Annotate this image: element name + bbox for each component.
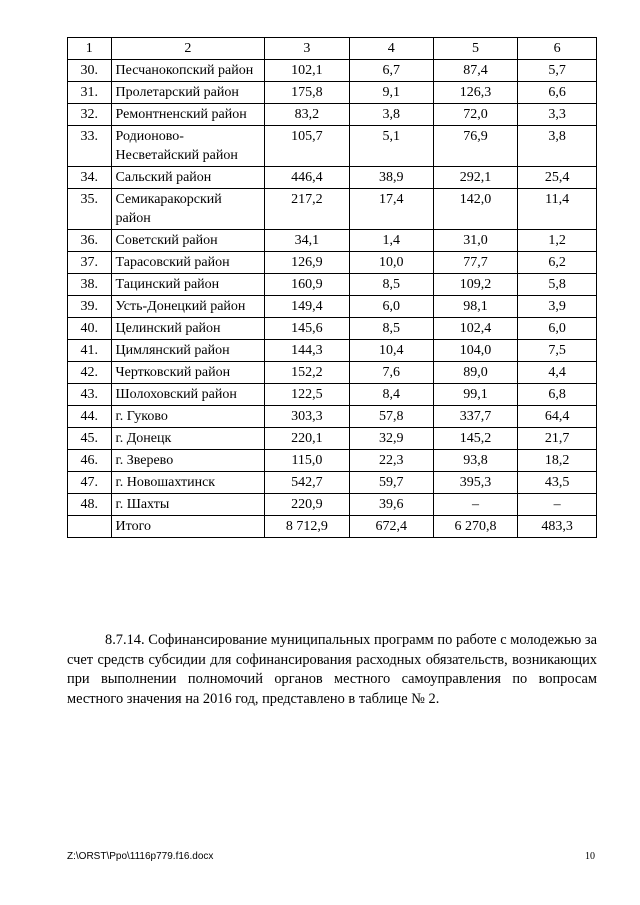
header-cell: 2 bbox=[111, 38, 265, 60]
value-cell: 102,1 bbox=[265, 60, 349, 82]
row-number-cell: 43. bbox=[68, 384, 112, 406]
district-name-cell: Тарасовский район bbox=[111, 252, 265, 274]
row-number-cell: 41. bbox=[68, 340, 112, 362]
value-cell: 7,5 bbox=[518, 340, 597, 362]
value-cell: 1,4 bbox=[349, 230, 433, 252]
value-cell: – bbox=[518, 494, 597, 516]
row-number-cell: 46. bbox=[68, 450, 112, 472]
value-cell: 483,3 bbox=[518, 516, 597, 538]
value-cell: 59,7 bbox=[349, 472, 433, 494]
value-cell: 22,3 bbox=[349, 450, 433, 472]
table-row bbox=[68, 296, 597, 318]
table-row bbox=[68, 450, 597, 472]
value-cell: 102,4 bbox=[433, 318, 517, 340]
value-cell: 1,2 bbox=[518, 230, 597, 252]
table-row bbox=[68, 318, 597, 340]
value-cell: 122,5 bbox=[265, 384, 349, 406]
value-cell: 395,3 bbox=[433, 472, 517, 494]
row-number-cell: 33. bbox=[68, 126, 112, 167]
page-footer bbox=[0, 851, 640, 867]
header-cell: 3 bbox=[265, 38, 349, 60]
district-name-cell: Усть-Донецкий район bbox=[111, 296, 265, 318]
value-cell: 72,0 bbox=[433, 104, 517, 126]
district-name-cell: Шолоховский район bbox=[111, 384, 265, 406]
value-cell: 8 712,9 bbox=[265, 516, 349, 538]
row-number-cell: 40. bbox=[68, 318, 112, 340]
value-cell: 89,0 bbox=[433, 362, 517, 384]
value-cell: 57,8 bbox=[349, 406, 433, 428]
paragraph-text: 8.7.14. Софинансирование муниципальных программ по работе с молодежью за счет средств субсидии для софинансирования расходных обязательств, возникающих при выполнении полномочий органов местного самоуправления по вопросам местного значения на 2016 год, представлено в таблице № 2. bbox=[67, 632, 597, 707]
value-cell: 8,5 bbox=[349, 318, 433, 340]
header-cell: 6 bbox=[518, 38, 597, 60]
district-name-cell: Тацинский район bbox=[111, 274, 265, 296]
table-header-row bbox=[68, 38, 597, 60]
table-row bbox=[68, 104, 597, 126]
value-cell: 6,7 bbox=[349, 60, 433, 82]
table-row bbox=[68, 189, 597, 230]
district-name-cell: г. Гуково bbox=[111, 406, 265, 428]
value-cell: 672,4 bbox=[349, 516, 433, 538]
row-number-cell: 44. bbox=[68, 406, 112, 428]
value-cell: 303,3 bbox=[265, 406, 349, 428]
district-name-cell: г. Шахты bbox=[111, 494, 265, 516]
district-name-cell: Цимлянский район bbox=[111, 340, 265, 362]
table-row bbox=[68, 362, 597, 384]
value-cell: 8,4 bbox=[349, 384, 433, 406]
value-cell: 9,1 bbox=[349, 82, 433, 104]
header-cell: 5 bbox=[433, 38, 517, 60]
value-cell: 11,4 bbox=[518, 189, 597, 230]
value-cell: 542,7 bbox=[265, 472, 349, 494]
value-cell: 220,1 bbox=[265, 428, 349, 450]
district-name-cell: Чертковский район bbox=[111, 362, 265, 384]
value-cell: 83,2 bbox=[265, 104, 349, 126]
row-number-cell: 31. bbox=[68, 82, 112, 104]
value-cell: 99,1 bbox=[433, 384, 517, 406]
value-cell: 31,0 bbox=[433, 230, 517, 252]
value-cell: 446,4 bbox=[265, 167, 349, 189]
district-name-cell: Родионово-Несветайский район bbox=[111, 126, 265, 167]
value-cell: 3,8 bbox=[518, 126, 597, 167]
value-cell: 21,7 bbox=[518, 428, 597, 450]
value-cell: 109,2 bbox=[433, 274, 517, 296]
value-cell: 7,6 bbox=[349, 362, 433, 384]
value-cell: 17,4 bbox=[349, 189, 433, 230]
district-name-cell: Итого bbox=[111, 516, 265, 538]
value-cell: 39,6 bbox=[349, 494, 433, 516]
value-cell: 337,7 bbox=[433, 406, 517, 428]
value-cell: 18,2 bbox=[518, 450, 597, 472]
row-number-cell bbox=[68, 516, 112, 538]
value-cell: 142,0 bbox=[433, 189, 517, 230]
value-cell: 43,5 bbox=[518, 472, 597, 494]
table-row bbox=[68, 82, 597, 104]
table-row bbox=[68, 340, 597, 362]
district-name-cell: Песчанокопский район bbox=[111, 60, 265, 82]
row-number-cell: 38. bbox=[68, 274, 112, 296]
value-cell: 98,1 bbox=[433, 296, 517, 318]
value-cell: 126,3 bbox=[433, 82, 517, 104]
district-name-cell: Советский район bbox=[111, 230, 265, 252]
value-cell: 6,0 bbox=[518, 318, 597, 340]
table-row bbox=[68, 472, 597, 494]
value-cell: 217,2 bbox=[265, 189, 349, 230]
value-cell: 6,0 bbox=[349, 296, 433, 318]
table-row bbox=[68, 384, 597, 406]
value-cell: 149,4 bbox=[265, 296, 349, 318]
value-cell: 87,4 bbox=[433, 60, 517, 82]
row-number-cell: 45. bbox=[68, 428, 112, 450]
row-number-cell: 32. bbox=[68, 104, 112, 126]
header-cell: 1 bbox=[68, 38, 112, 60]
district-name-cell: Пролетарский район bbox=[111, 82, 265, 104]
value-cell: 10,0 bbox=[349, 252, 433, 274]
value-cell: 152,2 bbox=[265, 362, 349, 384]
value-cell: – bbox=[433, 494, 517, 516]
value-cell: 104,0 bbox=[433, 340, 517, 362]
district-name-cell: г. Донецк bbox=[111, 428, 265, 450]
value-cell: 126,9 bbox=[265, 252, 349, 274]
value-cell: 6,8 bbox=[518, 384, 597, 406]
value-cell: 6 270,8 bbox=[433, 516, 517, 538]
section-paragraph bbox=[67, 631, 597, 709]
table-row bbox=[68, 406, 597, 428]
row-number-cell: 48. bbox=[68, 494, 112, 516]
file-path: Z:\ORST\Ppo\1116p779.f16.docx bbox=[67, 851, 214, 862]
table-row bbox=[68, 516, 597, 538]
value-cell: 6,2 bbox=[518, 252, 597, 274]
district-name-cell: г. Зверево bbox=[111, 450, 265, 472]
row-number-cell: 30. bbox=[68, 60, 112, 82]
table-row bbox=[68, 428, 597, 450]
row-number-cell: 36. bbox=[68, 230, 112, 252]
value-cell: 5,8 bbox=[518, 274, 597, 296]
value-cell: 93,8 bbox=[433, 450, 517, 472]
row-number-cell: 47. bbox=[68, 472, 112, 494]
value-cell: 145,6 bbox=[265, 318, 349, 340]
table-row bbox=[68, 60, 597, 82]
table-row bbox=[68, 252, 597, 274]
table-row bbox=[68, 167, 597, 189]
district-name-cell: Ремонтненский район bbox=[111, 104, 265, 126]
district-name-cell: г. Новошахтинск bbox=[111, 472, 265, 494]
budget-table bbox=[67, 37, 597, 538]
value-cell: 34,1 bbox=[265, 230, 349, 252]
value-cell: 3,9 bbox=[518, 296, 597, 318]
value-cell: 292,1 bbox=[433, 167, 517, 189]
value-cell: 5,7 bbox=[518, 60, 597, 82]
value-cell: 25,4 bbox=[518, 167, 597, 189]
table-row bbox=[68, 274, 597, 296]
value-cell: 5,1 bbox=[349, 126, 433, 167]
value-cell: 3,3 bbox=[518, 104, 597, 126]
table-row bbox=[68, 494, 597, 516]
value-cell: 115,0 bbox=[265, 450, 349, 472]
table-row bbox=[68, 230, 597, 252]
district-name-cell: Целинский район bbox=[111, 318, 265, 340]
value-cell: 38,9 bbox=[349, 167, 433, 189]
district-name-cell: Сальский район bbox=[111, 167, 265, 189]
value-cell: 32,9 bbox=[349, 428, 433, 450]
value-cell: 105,7 bbox=[265, 126, 349, 167]
value-cell: 220,9 bbox=[265, 494, 349, 516]
table-row bbox=[68, 126, 597, 167]
header-cell: 4 bbox=[349, 38, 433, 60]
page-number: 10 bbox=[585, 851, 595, 862]
value-cell: 77,7 bbox=[433, 252, 517, 274]
row-number-cell: 35. bbox=[68, 189, 112, 230]
row-number-cell: 42. bbox=[68, 362, 112, 384]
row-number-cell: 37. bbox=[68, 252, 112, 274]
value-cell: 76,9 bbox=[433, 126, 517, 167]
district-name-cell: Семикаракорский район bbox=[111, 189, 265, 230]
row-number-cell: 39. bbox=[68, 296, 112, 318]
value-cell: 64,4 bbox=[518, 406, 597, 428]
value-cell: 145,2 bbox=[433, 428, 517, 450]
value-cell: 160,9 bbox=[265, 274, 349, 296]
value-cell: 3,8 bbox=[349, 104, 433, 126]
value-cell: 6,6 bbox=[518, 82, 597, 104]
value-cell: 175,8 bbox=[265, 82, 349, 104]
value-cell: 10,4 bbox=[349, 340, 433, 362]
value-cell: 4,4 bbox=[518, 362, 597, 384]
value-cell: 144,3 bbox=[265, 340, 349, 362]
row-number-cell: 34. bbox=[68, 167, 112, 189]
value-cell: 8,5 bbox=[349, 274, 433, 296]
